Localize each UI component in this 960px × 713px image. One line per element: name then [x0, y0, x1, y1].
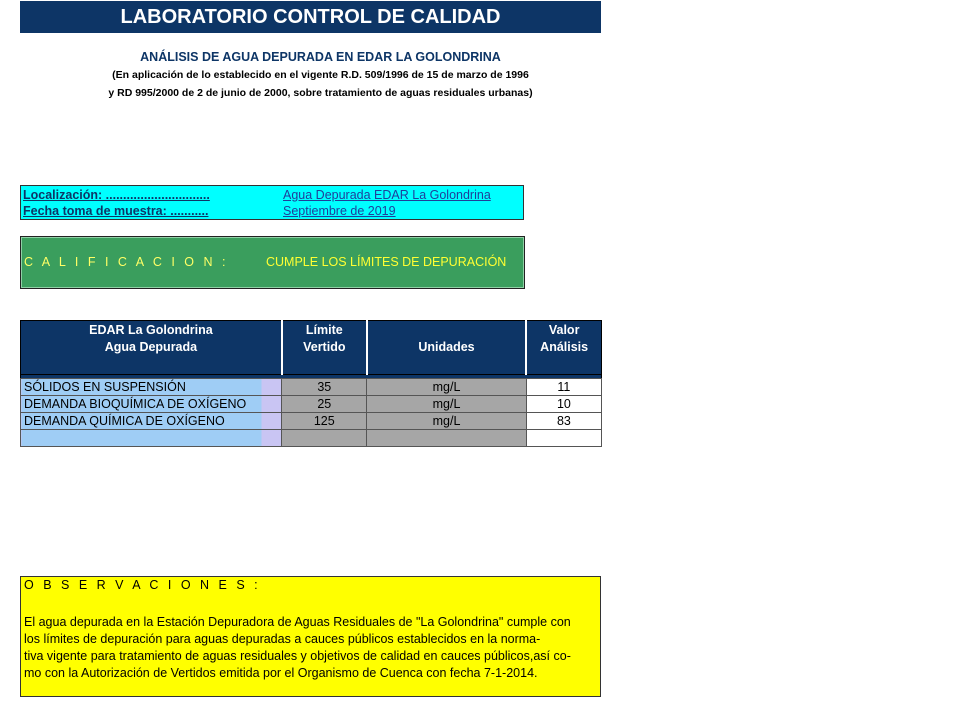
sample-date-label: Fecha toma de muestra: ........... — [23, 204, 209, 218]
location-label: Localización: .............................. — [23, 188, 210, 202]
report-subtitle: ANÁLISIS DE AGUA DEPURADA EN EDAR LA GOLONDRINA — [140, 50, 501, 64]
units-cell: mg/L — [367, 413, 527, 430]
value-cell: 83 — [526, 413, 601, 430]
header-limit-line1: Límite — [305, 323, 343, 337]
header-value — [526, 321, 601, 375]
location-value[interactable]: Agua Depurada EDAR La Golondrina — [283, 188, 491, 202]
observations-line: El agua depurada en la Estación Depuradora de Aguas Residuales de "La Golondrina" cumple con — [24, 615, 571, 629]
legal-note-line-2: y RD 995/2000 de 2 de junio de 2000, sobre tratamiento de aguas residuales urbanas) — [108, 87, 533, 99]
table-header-row — [21, 321, 602, 375]
observations-title: O B S E R V A C I O N E S : — [24, 578, 261, 592]
observations-line: los límites de depuración para aguas depuradas a cauces públicos establecidos en la norma- — [24, 632, 541, 646]
header-value-line2: Análisis — [540, 340, 589, 354]
value-cell: 11 — [526, 379, 601, 396]
parameter-cell: SÓLIDOS EN SUSPENSIÓN — [21, 379, 282, 396]
units-cell: mg/L — [367, 379, 527, 396]
header-value-line1: Valor — [548, 323, 580, 337]
units-cell-empty — [367, 430, 527, 447]
table-row — [21, 413, 602, 430]
header-parameter-line1: EDAR La Golondrina — [89, 323, 213, 337]
observations-box — [20, 576, 601, 697]
limit-cell: 25 — [282, 396, 367, 413]
value-cell: 10 — [526, 396, 601, 413]
qualification-box — [20, 236, 525, 289]
limit-cell: 125 — [282, 413, 367, 430]
units-cell: mg/L — [367, 396, 527, 413]
header-units — [367, 321, 527, 375]
limit-cell: 35 — [282, 379, 367, 396]
legal-note-line-1: (En aplicación de lo establecido en el vigente R.D. 509/1996 de 15 de marzo de 1996 — [112, 69, 529, 81]
observations-text — [24, 614, 596, 682]
results-table — [20, 320, 602, 447]
qualification-value: CUMPLE LOS LÍMITES DE DEPURACIÓN — [266, 255, 507, 269]
limit-cell-empty — [282, 430, 367, 447]
parameter-cell: DEMANDA BIOQUÍMICA DE OXÍGENO — [21, 396, 282, 413]
header-parameter — [21, 321, 282, 375]
sample-info-box — [20, 185, 524, 220]
parameter-cell-empty — [21, 430, 282, 447]
value-cell-empty — [526, 430, 601, 447]
table-row — [21, 379, 602, 396]
table-row — [21, 396, 602, 413]
header-units-label: Unidades — [418, 340, 475, 354]
parameter-cell: DEMANDA QUÍMICA DE OXÍGENO — [21, 413, 282, 430]
qualification-label: C A L I F I C A C I O N : — [24, 255, 229, 269]
observations-line: mo con la Autorización de Vertidos emitida por el Organismo de Cuenca con fecha 7-1-2014. — [24, 666, 538, 680]
table-row-empty — [21, 430, 602, 447]
header-parameter-line2: Agua Depurada — [104, 340, 198, 354]
observations-line: tiva vigente para tratamiento de aguas residuales y objetivos de calidad en cauces públicos,así co- — [24, 649, 571, 663]
page-title: LABORATORIO CONTROL DE CALIDAD — [20, 1, 601, 33]
header-limit — [282, 321, 367, 375]
sample-date-value[interactable]: Septiembre de 2019 — [283, 204, 396, 218]
header-limit-line2: Vertido — [303, 340, 346, 354]
